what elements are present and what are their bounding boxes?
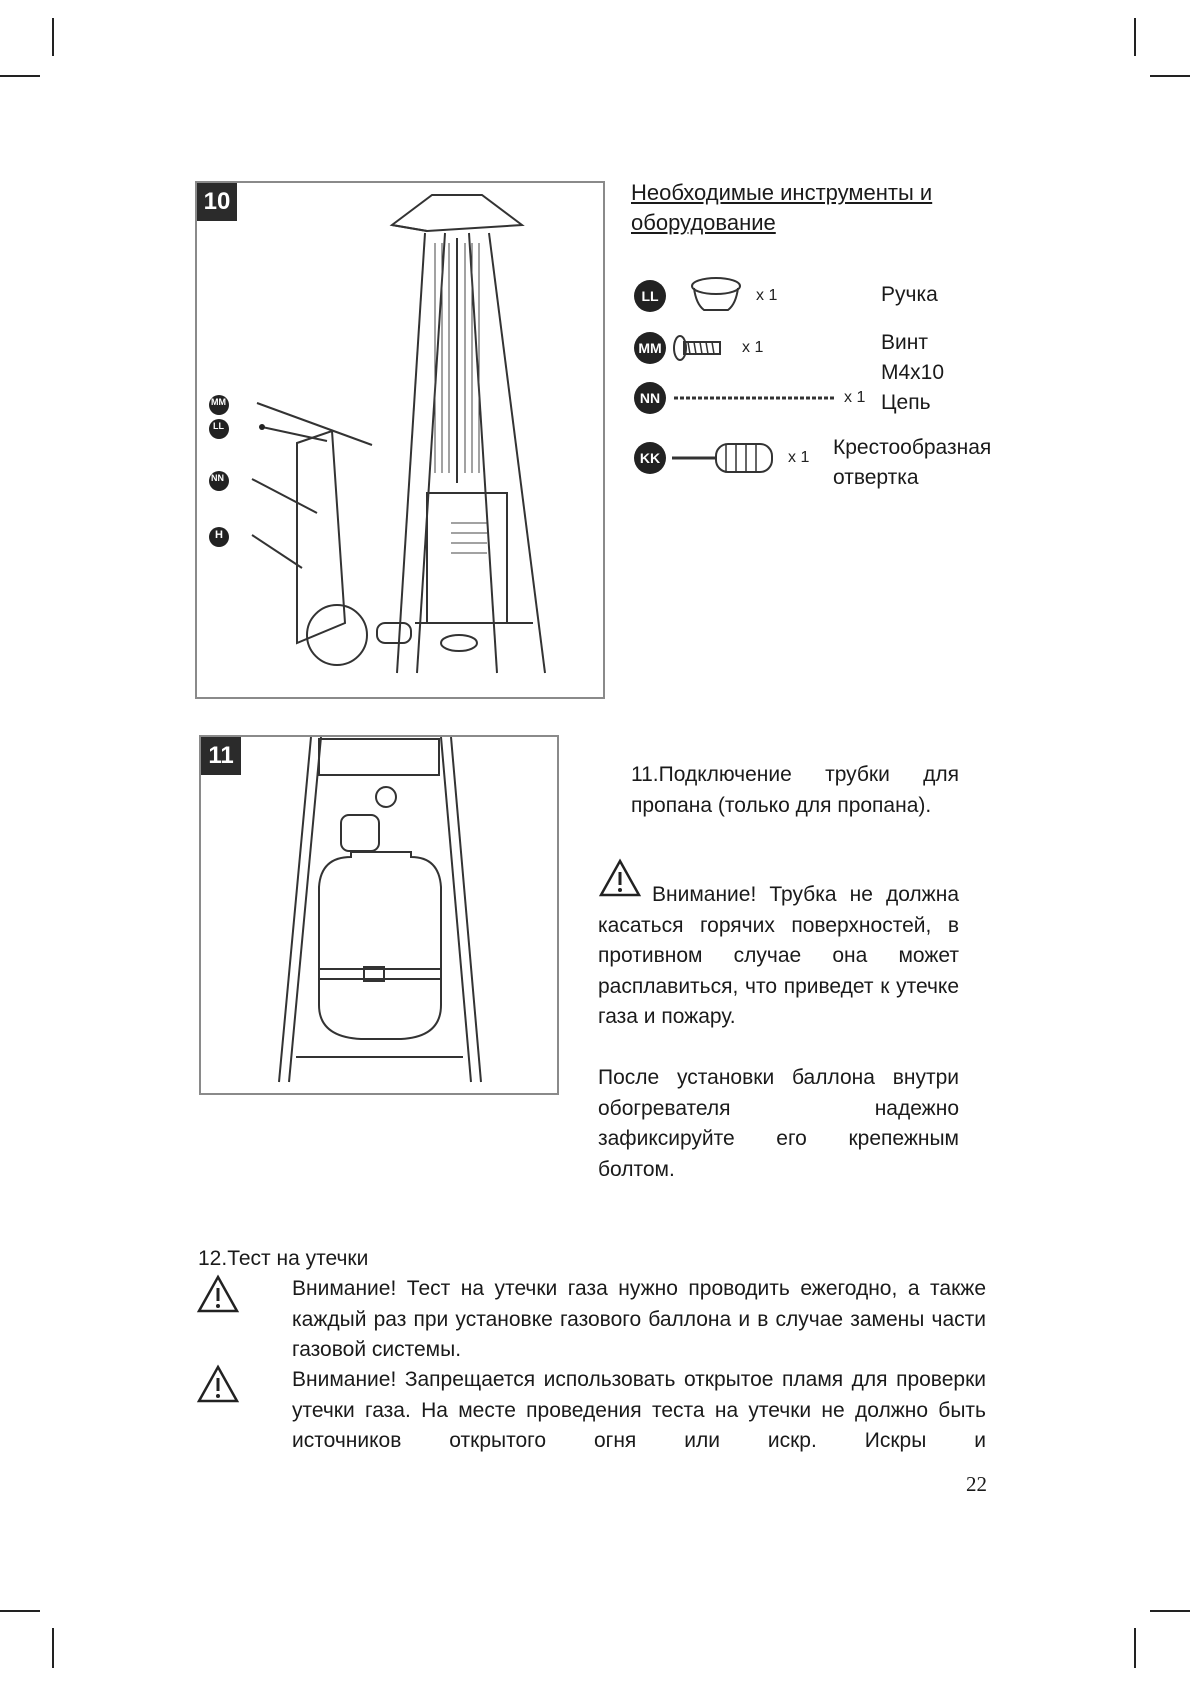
heater-assembly-drawing: [197, 183, 603, 697]
callout-ll: LL: [213, 421, 224, 431]
screw-icon: [672, 333, 732, 363]
propane-tank-drawing: [201, 737, 557, 1093]
tool-row-ll: [634, 274, 777, 318]
tool-code-badge: NN: [634, 382, 666, 414]
crop-mark-top-left-v: [52, 18, 54, 56]
tool-name-line: Ручка: [881, 283, 938, 306]
tool-name-line: отвертка: [833, 466, 919, 489]
tool-row-nn: [634, 382, 865, 414]
tools-heading: Необходимые инструменты и оборудование: [631, 180, 933, 235]
figure-11: [199, 735, 559, 1095]
crop-mark-bottom-right-h: [1150, 1610, 1190, 1612]
tool-name-line: М4х10: [881, 361, 945, 384]
step11-note: После установки баллона внутри обогревателя надежно зафиксируйте его крепежным болтом.: [598, 1066, 959, 1181]
tool-qty: x 1: [756, 287, 778, 304]
tool-code-badge: MM: [634, 332, 666, 364]
figure-10-number: 10: [197, 183, 237, 221]
tool-name-kk: [833, 433, 991, 493]
tool-qty: x 1: [788, 449, 810, 466]
screwdriver-icon: [670, 436, 780, 480]
crop-mark-top-right-v: [1134, 18, 1136, 56]
knob-icon: [676, 274, 756, 318]
callout-nn: NN: [211, 473, 224, 483]
step12-warning-2: Внимание! Запрещается использовать открытое пламя для проверки утечки газа. На месте проведения теста на утечки не должно быть источников открытого огня или искр. Искры и: [292, 1368, 986, 1452]
tool-name-ll: [881, 280, 938, 310]
tool-name-nn: [881, 388, 931, 418]
page-number: 22: [966, 1472, 987, 1496]
crop-mark-top-right-h: [1150, 75, 1190, 77]
tool-name-mm: [881, 328, 944, 388]
step12-heading: 12.Тест на утечки: [198, 1247, 369, 1270]
crop-mark-bottom-left-h: [0, 1610, 40, 1612]
tool-qty: x 1: [844, 389, 866, 406]
tool-code-badge: KK: [634, 442, 666, 474]
tool-qty: x 1: [742, 339, 764, 356]
callout-mm: MM: [211, 397, 226, 407]
crop-mark-top-left-h: [0, 75, 40, 77]
tool-name-line: Крестообразная: [833, 436, 992, 459]
crop-mark-bottom-right-v: [1134, 1628, 1136, 1668]
callout-h: H: [215, 529, 223, 541]
chain-icon: [670, 390, 840, 406]
crop-mark-bottom-left-v: [52, 1628, 54, 1668]
step11-heading: 11.Подключение трубки для пропана (только для пропана).: [631, 763, 959, 817]
step11-warning: Внимание! Трубка не должна касаться горячих поверхностей, в противном случае она может расплавиться, что приведет к утечке газа и пожару.: [598, 883, 959, 1028]
warning-triangle-icon: [196, 1364, 240, 1404]
tool-name-line: Винт: [881, 331, 928, 354]
tool-row-kk: [634, 436, 809, 480]
warning-triangle-icon: [196, 1274, 240, 1314]
figure-10: [195, 181, 605, 699]
tool-name-line: Цепь: [881, 391, 931, 414]
figure-11-number: 11: [201, 737, 241, 775]
step12-warning-1: Внимание! Тест на утечки газа нужно проводить ежегодно, а также каждый раз при установке газового баллона и в случае замены части газовой системы.: [292, 1277, 986, 1361]
tool-code-badge: LL: [634, 280, 666, 312]
tool-row-mm: [634, 332, 763, 364]
